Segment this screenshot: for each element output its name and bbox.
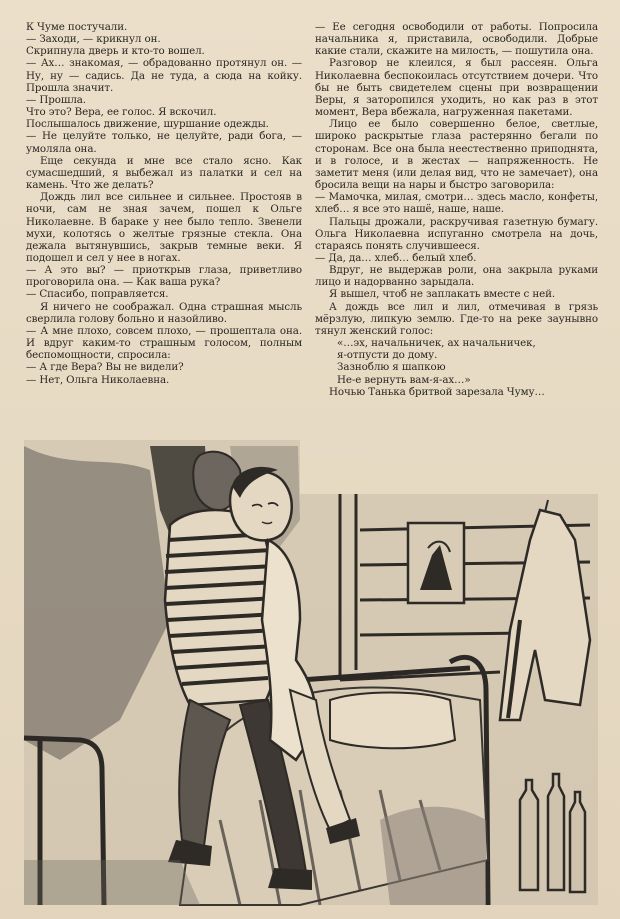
- paragraph: Дождь лил все сильнее и сильнее. Простояв в ночи, сам не зная зачем, пошел к Ольге Николаевне. В бараке у нее было тепло. Звенели мухи, колотясь о желтые грязные стекла. Она дежала вытянувшись, закрыв темные веки. Я подошел и сел у нее в ногах.: [26, 191, 302, 264]
- paragraph: — Ее сегодня освободили от работы. Попросила начальника я, приставила, освободили. Добрые какие стали, скажите на милость, — пошутила она.: [315, 21, 598, 58]
- paragraph: Еще секунда и мне все стало ясно. Как сумасшедший, я выбежал из палатки и сел на камень. Что же делать?: [26, 154, 302, 192]
- paragraph: Что это? Вера, ее голос. Я вскочил.: [26, 106, 217, 119]
- paragraph: А дождь все лил и лил, отмечивая в грязь мёрзлую, липкую землю. Где-то на реке заунывно тянул женский голос:: [315, 300, 598, 337]
- song-line: я-отпусти до дому.: [337, 349, 438, 362]
- paragraph: Послышалось движение, шуршание одежды.: [26, 118, 269, 131]
- paragraph: — Мамочка, милая, смотри… здесь масло, конфеты, хлеб… я все это нашё, наше, наше.: [315, 191, 598, 216]
- bed-frame: [24, 657, 488, 905]
- paragraph: Скрипнула дверь и кто-то вошел.: [26, 45, 205, 58]
- man-figure: [165, 452, 312, 890]
- song-line: Не-е вернуть вам-я-ах…»: [337, 373, 471, 386]
- window-frame: [340, 494, 590, 680]
- paragraph: К Чуме постучали.: [26, 21, 128, 33]
- paragraph: Пальцы дрожали, раскручивая газетную бумагу. Ольга Николаевна испуганно смотрела на дочь, стараясь понять случившееся.: [315, 215, 598, 252]
- song-line: «…эх, начальничек, ах начальничек,: [337, 337, 536, 350]
- text-column-right: [315, 21, 598, 398]
- paragraph: Разговор не клеился, я был рассеян. Ольга Николаевна беспокоилась отсутствием дочери. Что бы не быть свидетелем сцены при возвращении Веры, я заторопился уходить, но как раз в этот момент, Вера вбежала, нагруженная пакетами.: [315, 57, 598, 119]
- paragraph: — А это вы? — приоткрыв глаза, приветливо проговорила она. — Как ваша рука?: [26, 264, 302, 289]
- paragraph: Я вышел, чтоб не заплакать вместе с ней.: [329, 288, 556, 301]
- paragraph: Вдруг, не выдержав роли, она закрыла руками лицо и надорванно зарыдала.: [315, 264, 598, 289]
- paragraph: — Прошла.: [26, 93, 86, 106]
- paragraph: — Спасибо, поправляется.: [26, 288, 169, 301]
- paragraph: — Не целуйте только, не целуйте, ради бога, — умоляла она.: [26, 130, 302, 155]
- woman-figure: [230, 467, 360, 844]
- paragraph: Лицо ее было совершенно белое, светлые, широко раскрытые глаза растерянно бегали по сторонам. Все она была неестественно приподнята, и в голосе, и в жестах — напряженность. Не заметит меня (или делая вид, что не замечает), она бросила вещи на нары и быстро заговорила:: [315, 118, 598, 192]
- paragraph: — Заходи, — крикнул он.: [26, 33, 161, 46]
- paragraph: — Ах… знакомая, — обрадованно протянул он. — Ну, ну — садись. Да не туда, а сюда на койку. Прошла значит.: [26, 57, 302, 94]
- song-line: Зазноблю я шапкою: [337, 361, 446, 374]
- hanging-coat: [500, 500, 590, 720]
- paragraph: — А где Вера? Вы не видели?: [26, 361, 184, 374]
- paragraph: — Нет, Ольга Николаевна.: [26, 373, 170, 386]
- paragraph: — А мне плохо, совсем плохо, — прошептала она. И вдруг каким-то страшным голосом, полным беспомощности, спросила:: [26, 324, 302, 362]
- text-column-left: [26, 21, 302, 386]
- paragraph: Я ничего не соображал. Одна страшная мысль сверлила голову больно и назойливо.: [26, 300, 302, 325]
- paragraph: — Да, да… хлеб… белый хлеб.: [315, 251, 477, 264]
- bottles: [520, 774, 585, 892]
- wall-picture: [408, 523, 464, 603]
- paragraph: Ночью Танька бритвой зарезала Чуму…: [329, 385, 545, 398]
